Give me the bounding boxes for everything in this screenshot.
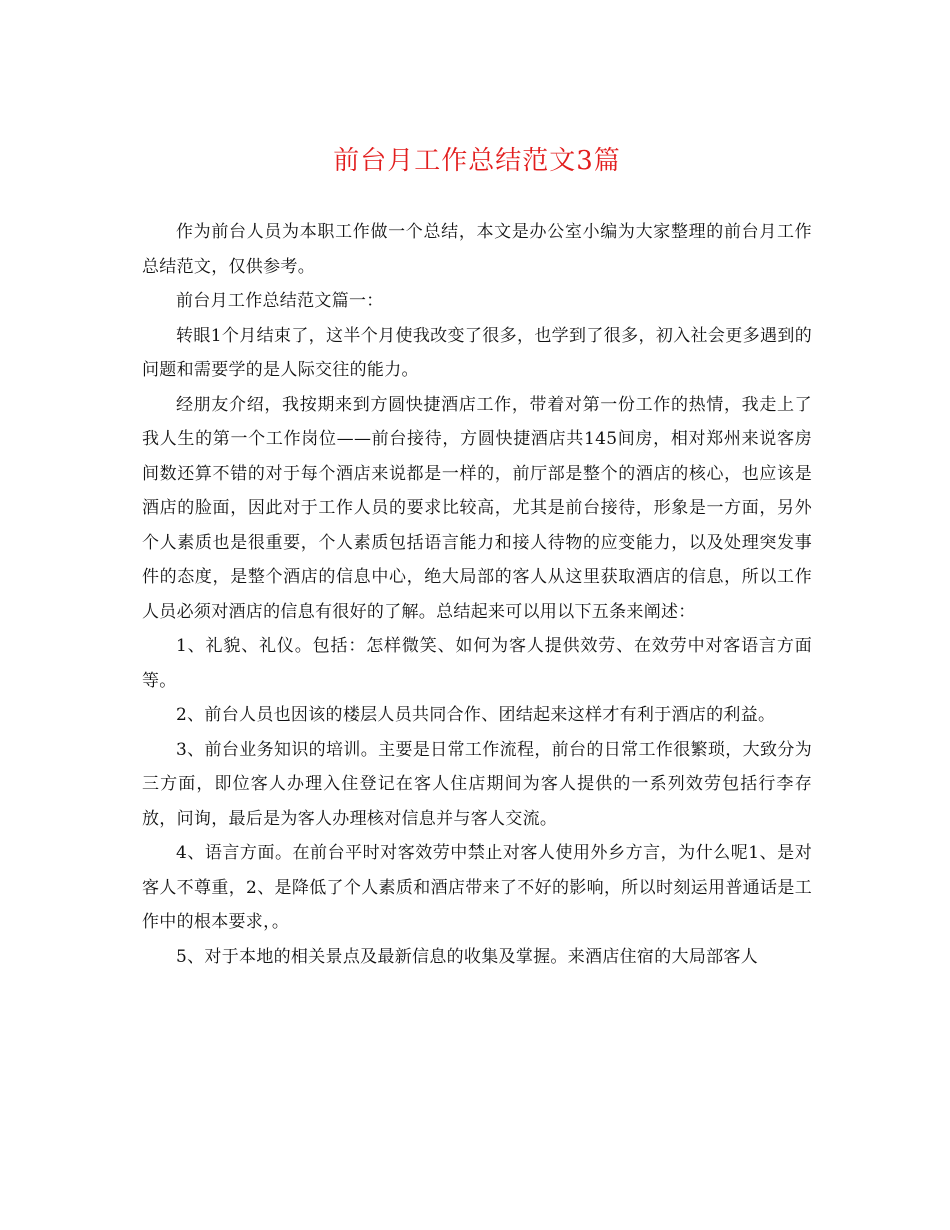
paragraph: 转眼1个月结束了，这半个月使我改变了很多，也学到了很多，初入社会更多遇到的问题和需要学的是人际交往的能力。	[142, 325, 812, 380]
paragraph-list-item: 2、前台人员也因该的楼层人员共同合作、团结起来这样才有利于酒店的利益。	[176, 705, 776, 725]
paragraph-intro: 作为前台人员为本职工作做一个总结，本文是办公室小编为大家整理的前台月工作总结范文，仅供参考。	[142, 222, 812, 277]
paragraph-list-item: 4、语言方面。在前台平时对客效劳中禁止对客人使用外乡方言，为什么呢1、是对客人不尊重，2、是降低了个人素质和酒店带来了不好的影响，所以时刻运用普通话是工作中的根本要求，。	[142, 843, 812, 932]
paragraph-section-heading: 前台月工作总结范文篇一：	[176, 291, 384, 311]
document-title: 前台月工作总结范文3篇	[333, 146, 621, 176]
document-body	[142, 215, 812, 974]
document-page	[142, 0, 812, 1230]
paragraph: 经朋友介绍，我按期来到方圆快捷酒店工作，带着对第一份工作的热情，我走上了我人生的第一个工作岗位——前台接待，方圆快捷酒店共145间房，相对郑州来说客房间数还算不错的对于每个酒店来说都是一样的，前厅部是整个的酒店的核心，也应该是酒店的脸面，因此对于工作人员的要求比较高，尤其是前台接待，形象是一方面，另外个人素质也是很重要，个人素质包括语言能力和接人待物的应变能力，以及处理突发事件的态度，是整个酒店的信息中心，绝大局部的客人从这里获取酒店的信息，所以工作人员必须对酒店的信息有很好的了解。总结起来可以用以下五条来阐述：	[142, 394, 812, 622]
paragraph-list-item: 3、前台业务知识的培训。主要是日常工作流程，前台的日常工作很繁琐，大致分为三方面，即位客人办理入住登记在客人住店期间为客人提供的一系列效劳包括行李存放，问询，最后是为客人办理核对信息并与客人交流。	[142, 739, 812, 829]
paragraph-list-item: 1、礼貌、礼仪。包括：怎样微笑、如何为客人提供效劳、在效劳中对客语言方面等。	[142, 636, 812, 691]
paragraph-list-item: 5、对于本地的相关景点及最新信息的收集及掌握。来酒店住宿的大局部客人	[176, 946, 759, 967]
